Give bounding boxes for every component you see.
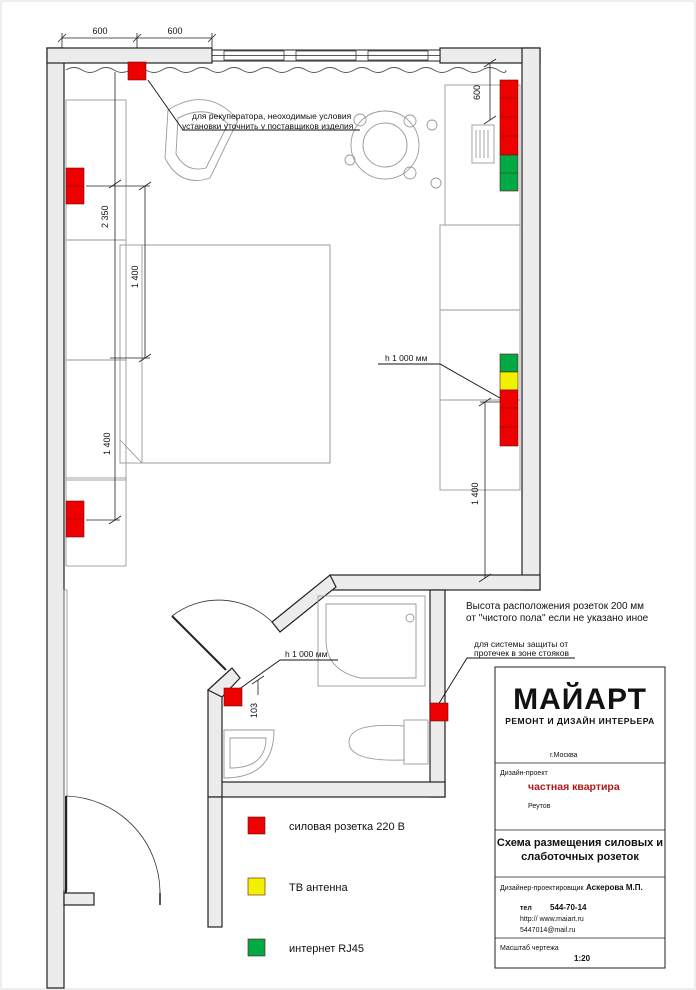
walls <box>47 48 540 988</box>
dim-top-right: 600 <box>167 26 183 36</box>
note-socket-height-1: Высота расположения розеток 200 мм <box>466 601 645 612</box>
tel: 544-70-14 <box>550 903 587 912</box>
legend-power-swatch <box>248 817 265 834</box>
wall-bath-right <box>430 590 445 797</box>
legend <box>248 817 405 956</box>
power-socket-leak <box>430 703 448 721</box>
wall-top-left <box>47 48 212 63</box>
wall-bath-left <box>208 690 222 797</box>
legend-tv-swatch <box>248 878 265 895</box>
title-block <box>495 667 665 968</box>
project-location: Реутов <box>528 803 551 810</box>
scale: 1:20 <box>574 954 591 963</box>
scale-label: Масштаб чертежа <box>500 945 559 952</box>
wall-left <box>47 48 64 988</box>
legend-internet-swatch <box>248 939 265 956</box>
legend-power-label: силовая розетка 220 В <box>289 821 405 833</box>
email: 5447014@mail.ru <box>520 927 576 934</box>
dim-left-2350: 2 350 <box>100 205 110 228</box>
power-socket-desk <box>500 80 518 155</box>
designer-label: Дизайнер-проектировщик <box>500 885 584 892</box>
chair <box>363 123 407 167</box>
internet-socket-wall <box>500 354 518 372</box>
wall-entry <box>64 893 94 905</box>
tv-socket-wall <box>500 372 518 390</box>
legend-internet-label: интернет RJ45 <box>289 943 364 955</box>
wall-bath-bottom <box>210 782 445 797</box>
toilet <box>404 720 428 764</box>
note-leak-1: для системы защиты от <box>474 639 569 649</box>
bed <box>120 245 330 463</box>
logo-subtitle: РЕМОНТ И ДИЗАЙН ИНТЕРЬЕРА <box>505 716 655 726</box>
note-recuperator-1: для рекуператора, неоходимые условия <box>192 111 352 121</box>
sink <box>224 730 274 778</box>
dim-right-1400: 1 400 <box>470 482 480 505</box>
furniture <box>64 85 520 890</box>
power-socket-wall <box>500 390 518 446</box>
wall-room-bottom <box>330 575 540 590</box>
project-name: частная квартира <box>528 781 620 793</box>
dim-left-1400-lower: 1 400 <box>102 432 112 455</box>
wall-right <box>522 48 540 590</box>
sheet-title-1: Схема размещения силовых и <box>496 837 664 849</box>
dim-right-600: 600 <box>472 84 482 100</box>
dim-left-1400-upper: 1 400 <box>130 265 140 288</box>
tel-label: тел <box>520 905 532 912</box>
shower <box>318 596 425 686</box>
note-leak-2: протечек в зоне стояков <box>474 648 569 658</box>
project-label: Дизайн-проект <box>500 770 548 777</box>
note-socket-height-2: от "чистого пола" если не указано иное <box>466 613 649 624</box>
designer-name: Аскерова М.П. <box>586 883 643 892</box>
wall-corridor <box>208 797 222 927</box>
doors <box>66 600 272 905</box>
sheet-title-2: слаботочных розеток <box>521 851 639 863</box>
note-h1000-bath: h 1 000 мм <box>285 649 328 659</box>
annotations <box>148 80 649 705</box>
city: г.Москва <box>550 752 578 759</box>
legend-tv-label: ТВ антенна <box>289 882 348 894</box>
power-socket-bath <box>224 688 242 706</box>
note-h1000-room: h 1 000 мм <box>385 353 428 363</box>
logo: МАЙАРТ <box>513 683 647 716</box>
power-socket-recuperator <box>128 62 146 80</box>
dim-bath-103: 103 <box>249 702 259 718</box>
website: http:// www.maiart.ru <box>520 916 584 923</box>
note-recuperator-2: установки уточнить у поставщиков изделия <box>182 121 354 131</box>
dim-top-left: 600 <box>92 26 108 36</box>
